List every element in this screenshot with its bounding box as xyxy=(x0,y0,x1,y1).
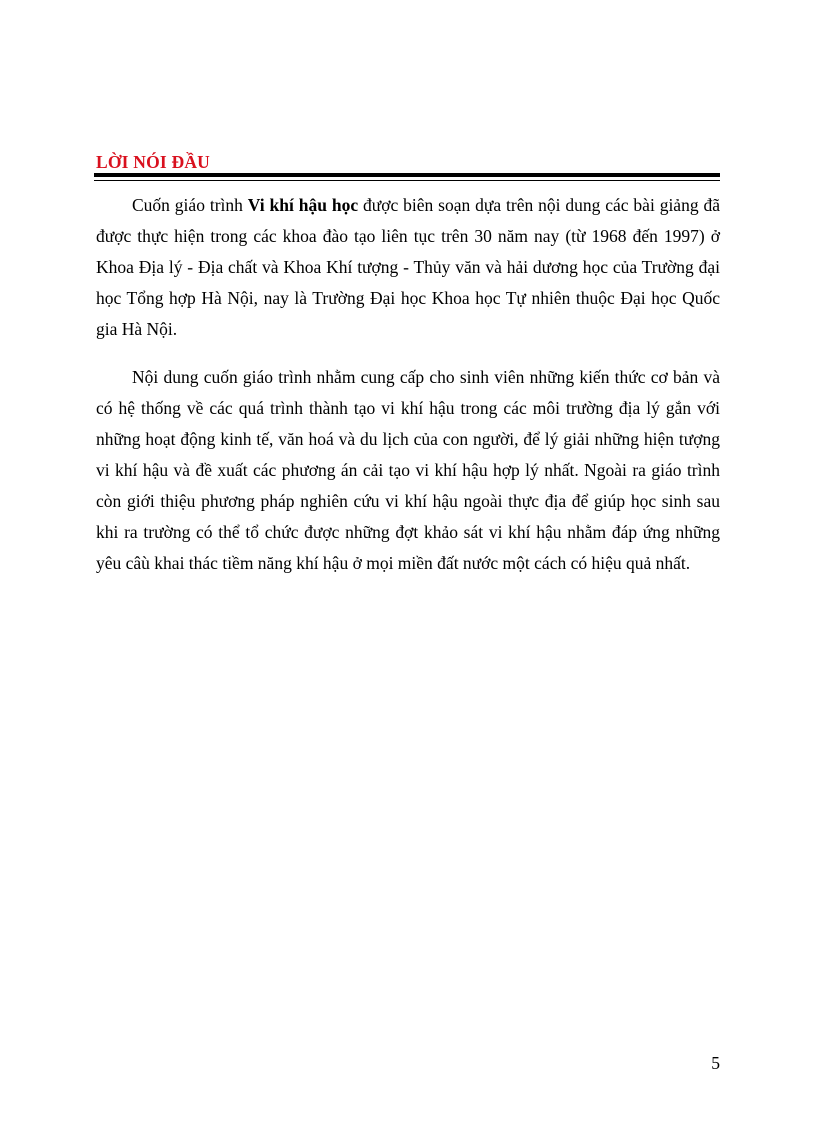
paragraph-1 xyxy=(96,190,720,345)
page-title: LỜI NÓI ĐẦU xyxy=(96,152,211,172)
paragraph-1-lead: Cuốn giáo trình xyxy=(132,195,248,215)
paragraph-1-rest: được biên soạn dựa trên nội dung các bài giảng đã được thực hiện trong các khoa đào tạo liên tục trên 30 năm nay (từ 1968 đến 1997) ở Khoa Địa lý - Địa chất và Khoa Khí tượng - Thủy văn và hải dương học của Trường đại học Tổng hợp Hà Nội, nay là Trường Đại học Khoa học Tự nhiên thuộc Đại học Quốc gia Hà Nội. xyxy=(96,195,720,339)
body-text xyxy=(96,190,720,579)
book-title-bold: Vi khí hậu học xyxy=(247,195,359,215)
heading-rule-thick xyxy=(94,173,720,177)
paragraph-2: Nội dung cuốn giáo trình nhằm cung cấp cho sinh viên những kiến thức cơ bản và có hệ thống về các quá trình thành tạo vi khí hậu trong các môi trường địa lý gắn với những hoạt động kinh tế, văn hoá và du lịch của con người, để lý giải những hiện tượng vi khí hậu và đề xuất các phương án cải tạo vi khí hậu hợp lý nhất. Ngoài ra giáo trình còn giới thiệu phương pháp nghiên cứu vi khí hậu ngoài thực địa để giúp học sinh sau khi ra trường có thể tổ chức được những đợt khảo sát vi khí hậu nhằm đáp ứng những yêu câù khai thác tiềm năng khí hậu ở mọi miền đất nước một cách có hiệu quả nhất. xyxy=(96,367,720,573)
heading-rule-thin xyxy=(94,180,720,181)
page-number: 5 xyxy=(711,1053,720,1073)
